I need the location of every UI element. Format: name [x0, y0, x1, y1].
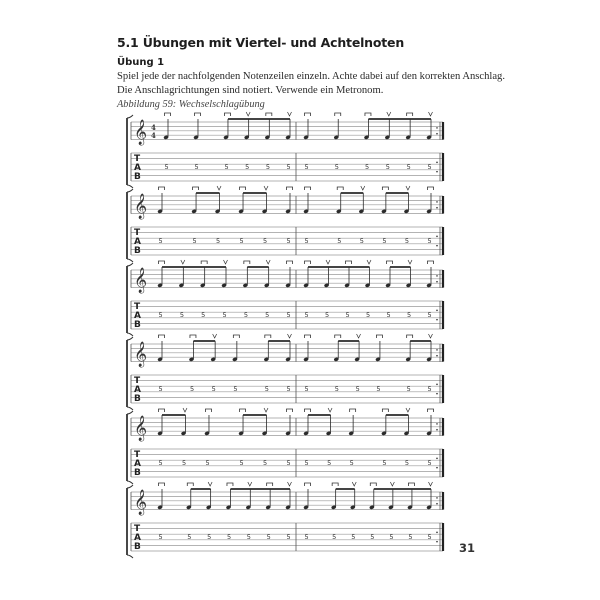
downstroke-icon — [382, 187, 388, 190]
upstroke-icon — [217, 186, 221, 190]
treble-clef-icon: 𝄞 — [134, 416, 148, 441]
downstroke-icon — [224, 113, 230, 116]
bracket-hook — [127, 337, 133, 340]
tab-label-letter: T — [134, 228, 141, 238]
tab-fret-number: 5 — [266, 533, 271, 541]
downstroke-icon — [205, 409, 211, 412]
upstroke-icon — [367, 260, 371, 264]
downstroke-icon — [287, 261, 293, 264]
tab-fret-number: 5 — [222, 311, 227, 319]
upstroke-icon — [183, 408, 187, 412]
repeat-dot — [436, 245, 438, 247]
tab-fret-number: 5 — [427, 163, 432, 171]
tab-fret-number: 5 — [404, 237, 410, 245]
tab-fret-number: 5 — [325, 311, 330, 319]
tab-label-letter: T — [134, 302, 141, 312]
downstroke-icon — [428, 261, 434, 264]
downstroke-icon — [305, 483, 311, 486]
tab-label-letter: B — [134, 246, 141, 256]
tab-fret-number: 5 — [385, 163, 390, 171]
upstroke-icon — [264, 408, 268, 412]
score-system — [127, 186, 443, 262]
repeat-dot — [436, 201, 438, 203]
tab-fret-number: 5 — [265, 311, 270, 319]
tab-fret-number: 5 — [359, 237, 364, 245]
tab-fret-number: 5 — [366, 311, 371, 319]
score-system — [127, 260, 443, 336]
tab-fret-number: 5 — [201, 311, 206, 319]
downstroke-icon — [159, 409, 165, 412]
upstroke-icon — [361, 186, 365, 190]
upstroke-icon — [328, 408, 332, 412]
downstroke-icon — [194, 113, 200, 116]
tab-fret-number: 5 — [304, 311, 309, 319]
tab-fret-number: 5 — [286, 385, 291, 393]
downstroke-icon — [227, 483, 233, 486]
tab-fret-number: 5 — [226, 533, 232, 541]
repeat-dot — [436, 133, 438, 135]
tab-fret-number: 5 — [265, 163, 270, 171]
upstroke-icon — [429, 482, 433, 486]
repeat-dot — [436, 393, 438, 395]
upstroke-icon — [288, 334, 292, 338]
repeat-dot — [436, 207, 438, 209]
upstroke-icon — [224, 260, 228, 264]
tab-fret-number: 5 — [427, 533, 432, 541]
time-signature-top: 4 — [151, 123, 156, 132]
tab-fret-number: 5 — [382, 237, 387, 245]
figure-caption: Abbildung 59: Wechselschlagübung — [117, 99, 265, 110]
tab-label-letter: A — [134, 385, 141, 395]
downstroke-icon — [266, 113, 272, 116]
tab-fret-number: 5 — [263, 237, 268, 245]
tab-fret-number: 5 — [189, 385, 195, 393]
tab-fret-number: 5 — [370, 533, 375, 541]
upstroke-icon — [213, 334, 217, 338]
downstroke-icon — [265, 335, 271, 338]
repeat-dot — [436, 162, 438, 164]
repeat-dot — [436, 236, 438, 238]
tab-label-letter: T — [134, 154, 141, 164]
tab-fret-number: 5 — [158, 385, 163, 393]
tab-fret-number: 5 — [187, 533, 192, 541]
tab-fret-number: 5 — [345, 311, 350, 319]
tab-fret-number: 5 — [327, 459, 332, 467]
repeat-dot — [436, 127, 438, 129]
tab-fret-number: 5 — [334, 163, 339, 171]
downstroke-icon — [159, 483, 165, 486]
bracket-hook — [127, 481, 133, 484]
tab-label-letter: A — [134, 237, 141, 247]
tab-label-letter: A — [134, 311, 141, 321]
downstroke-icon — [335, 113, 341, 116]
repeat-dot — [436, 497, 438, 499]
upstroke-icon — [406, 186, 410, 190]
tab-fret-number: 5 — [158, 533, 163, 541]
downstroke-icon — [370, 483, 376, 486]
upstroke-icon — [387, 112, 391, 116]
tab-fret-number: 5 — [376, 385, 381, 393]
repeat-dot — [436, 429, 438, 431]
tab-label-letter: B — [134, 394, 141, 404]
downstroke-icon — [305, 261, 311, 264]
repeat-dot — [436, 423, 438, 425]
tab-fret-number: 5 — [427, 237, 432, 245]
tab-fret-number: 5 — [158, 311, 163, 319]
tab-fret-number: 5 — [349, 459, 354, 467]
tab-fret-number: 5 — [181, 459, 187, 467]
tab-label-letter: T — [134, 524, 141, 534]
repeat-dot — [436, 310, 438, 312]
downstroke-icon — [407, 335, 413, 338]
tab-fret-number: 5 — [263, 459, 268, 467]
tab-fret-number: 5 — [224, 163, 229, 171]
tab-fret-number: 5 — [286, 237, 291, 245]
downstroke-icon — [287, 187, 293, 190]
tab-fret-number: 5 — [304, 385, 309, 393]
repeat-dot — [436, 319, 438, 321]
downstroke-icon — [407, 113, 413, 116]
downstroke-icon — [305, 335, 311, 338]
downstroke-icon — [201, 261, 207, 264]
repeat-dot — [436, 503, 438, 505]
tab-fret-number: 5 — [406, 385, 411, 393]
repeat-dot — [436, 541, 438, 543]
tab-fret-number: 5 — [389, 533, 394, 541]
downstroke-icon — [240, 409, 246, 412]
upstroke-icon — [264, 186, 268, 190]
downstroke-icon — [193, 187, 199, 190]
tab-fret-number: 5 — [158, 459, 163, 467]
bracket-hook — [127, 333, 133, 336]
repeat-dot — [436, 384, 438, 386]
upstroke-icon — [248, 482, 252, 486]
upstroke-icon — [288, 482, 292, 486]
exercise-title: Übung 1 — [117, 57, 165, 68]
tab-fret-number: 5 — [245, 163, 250, 171]
tab-fret-number: 5 — [364, 163, 370, 171]
tab-fret-number: 5 — [334, 385, 339, 393]
page-number: 31 — [459, 541, 476, 555]
bracket-hook — [127, 263, 133, 266]
downstroke-icon — [159, 261, 165, 264]
downstroke-icon — [346, 261, 352, 264]
treble-clef-icon: 𝄞 — [134, 490, 148, 515]
bracket-hook — [127, 411, 133, 414]
upstroke-icon — [408, 260, 412, 264]
downstroke-icon — [382, 409, 388, 412]
downstroke-icon — [408, 483, 414, 486]
downstroke-icon — [240, 187, 246, 190]
upstroke-icon — [326, 260, 330, 264]
tab-fret-number: 5 — [406, 163, 411, 171]
upstroke-icon — [288, 112, 292, 116]
upstroke-icon — [357, 334, 361, 338]
tab-label-letter: A — [134, 163, 141, 173]
tab-fret-number: 5 — [194, 163, 199, 171]
downstroke-icon — [159, 187, 165, 190]
score-system — [127, 334, 443, 410]
tab-fret-number: 5 — [164, 163, 169, 171]
repeat-dot — [436, 281, 438, 283]
tab-fret-number: 5 — [427, 385, 432, 393]
tab-fret-number: 5 — [264, 385, 269, 393]
bracket-hook — [127, 555, 133, 558]
downstroke-icon — [376, 335, 382, 338]
downstroke-icon — [165, 113, 171, 116]
downstroke-icon — [332, 483, 338, 486]
tab-label-letter: T — [134, 376, 141, 386]
repeat-dot — [436, 532, 438, 534]
bracket-hook — [127, 407, 133, 410]
downstroke-icon — [337, 187, 343, 190]
bracket-hook — [127, 259, 133, 262]
tab-fret-number: 5 — [211, 385, 216, 393]
tab-fret-number: 5 — [286, 459, 291, 467]
downstroke-icon — [305, 113, 311, 116]
treble-clef-icon: 𝄞 — [134, 342, 148, 367]
tab-fret-number: 5 — [158, 237, 163, 245]
time-signature-bottom: 4 — [151, 131, 156, 140]
tab-fret-number: 5 — [407, 311, 412, 319]
repeat-dot — [436, 171, 438, 173]
upstroke-icon — [429, 334, 433, 338]
downstroke-icon — [305, 187, 311, 190]
tab-fret-number: 5 — [304, 237, 309, 245]
downstroke-icon — [350, 409, 356, 412]
tab-fret-number: 5 — [304, 459, 309, 467]
score-system — [127, 408, 443, 484]
tab-fret-number: 5 — [243, 311, 248, 319]
tab-fret-number: 5 — [382, 459, 387, 467]
tab-fret-number: 5 — [355, 385, 360, 393]
tab-label-letter: A — [134, 459, 141, 469]
repeat-dot — [436, 349, 438, 351]
downstroke-icon — [233, 335, 239, 338]
downstroke-icon — [335, 335, 341, 338]
upstroke-icon — [352, 482, 356, 486]
downstroke-icon — [159, 335, 165, 338]
downstroke-icon — [428, 187, 434, 190]
upstroke-icon — [406, 408, 410, 412]
downstroke-icon — [267, 483, 273, 486]
score-system — [127, 482, 443, 558]
tab-fret-number: 5 — [192, 237, 197, 245]
tab-fret-number: 5 — [239, 459, 244, 467]
upstroke-icon — [181, 260, 185, 264]
tab-fret-number: 5 — [233, 385, 238, 393]
bracket-hook — [127, 115, 133, 118]
tab-label-letter: A — [134, 533, 141, 543]
downstroke-icon — [365, 113, 371, 116]
tab-fret-number: 5 — [207, 533, 212, 541]
section-heading: 5.1 Übungen mit Viertel- und Achtelnoten — [117, 35, 405, 50]
tab-fret-number: 5 — [179, 311, 184, 319]
upstroke-icon — [429, 112, 433, 116]
downstroke-icon — [305, 409, 311, 412]
upstroke-icon — [208, 482, 212, 486]
tab-fret-number: 5 — [304, 533, 309, 541]
treble-clef-icon: 𝄞 — [134, 268, 148, 293]
tab-label-letter: T — [134, 450, 141, 460]
tab-fret-number: 5 — [351, 533, 356, 541]
tab-fret-number: 5 — [286, 533, 291, 541]
tab-label-letter: B — [134, 542, 141, 552]
downstroke-icon — [428, 409, 434, 412]
repeat-dot — [436, 467, 438, 469]
tab-label-letter: B — [134, 468, 141, 478]
tab-fret-number: 5 — [216, 237, 221, 245]
tab-fret-number: 5 — [337, 237, 342, 245]
tab-fret-number: 5 — [246, 533, 251, 541]
repeat-dot — [436, 275, 438, 277]
upstroke-icon — [246, 112, 250, 116]
tab-fret-number: 5 — [286, 163, 291, 171]
tab-fret-number: 5 — [427, 311, 432, 319]
tab-label-letter: B — [134, 320, 141, 330]
tab-fret-number: 5 — [408, 533, 413, 541]
tab-fret-number: 5 — [404, 459, 410, 467]
bracket-hook — [127, 185, 133, 188]
tab-fret-number: 5 — [427, 459, 432, 467]
downstroke-icon — [287, 409, 293, 412]
downstroke-icon — [190, 335, 196, 338]
upstroke-icon — [390, 482, 394, 486]
score-system — [127, 112, 443, 188]
tab-fret-number: 5 — [239, 237, 244, 245]
tab-fret-number: 5 — [286, 311, 291, 319]
downstroke-icon — [244, 261, 250, 264]
downstroke-icon — [387, 261, 393, 264]
bracket-hook — [127, 485, 133, 488]
treble-clef-icon: 𝄞 — [134, 194, 148, 219]
tab-fret-number: 5 — [386, 311, 391, 319]
treble-clef-icon: 𝄞 — [134, 120, 148, 145]
repeat-dot — [436, 458, 438, 460]
instruction-line-2: Die Anschlagrichtungen sind notiert. Verwende ein Metronom. — [117, 85, 384, 96]
tab-fret-number: 5 — [332, 533, 337, 541]
upstroke-icon — [266, 260, 270, 264]
instruction-line-1: Spiel jede der nachfolgenden Notenzeilen einzeln. Achte dabei auf den korrekten Anschlag. — [117, 71, 505, 82]
downstroke-icon — [187, 483, 193, 486]
repeat-dot — [436, 355, 438, 357]
tab-fret-number: 5 — [205, 459, 210, 467]
tab-fret-number: 5 — [304, 163, 309, 171]
bracket-hook — [127, 189, 133, 192]
tab-label-letter: B — [134, 172, 141, 182]
